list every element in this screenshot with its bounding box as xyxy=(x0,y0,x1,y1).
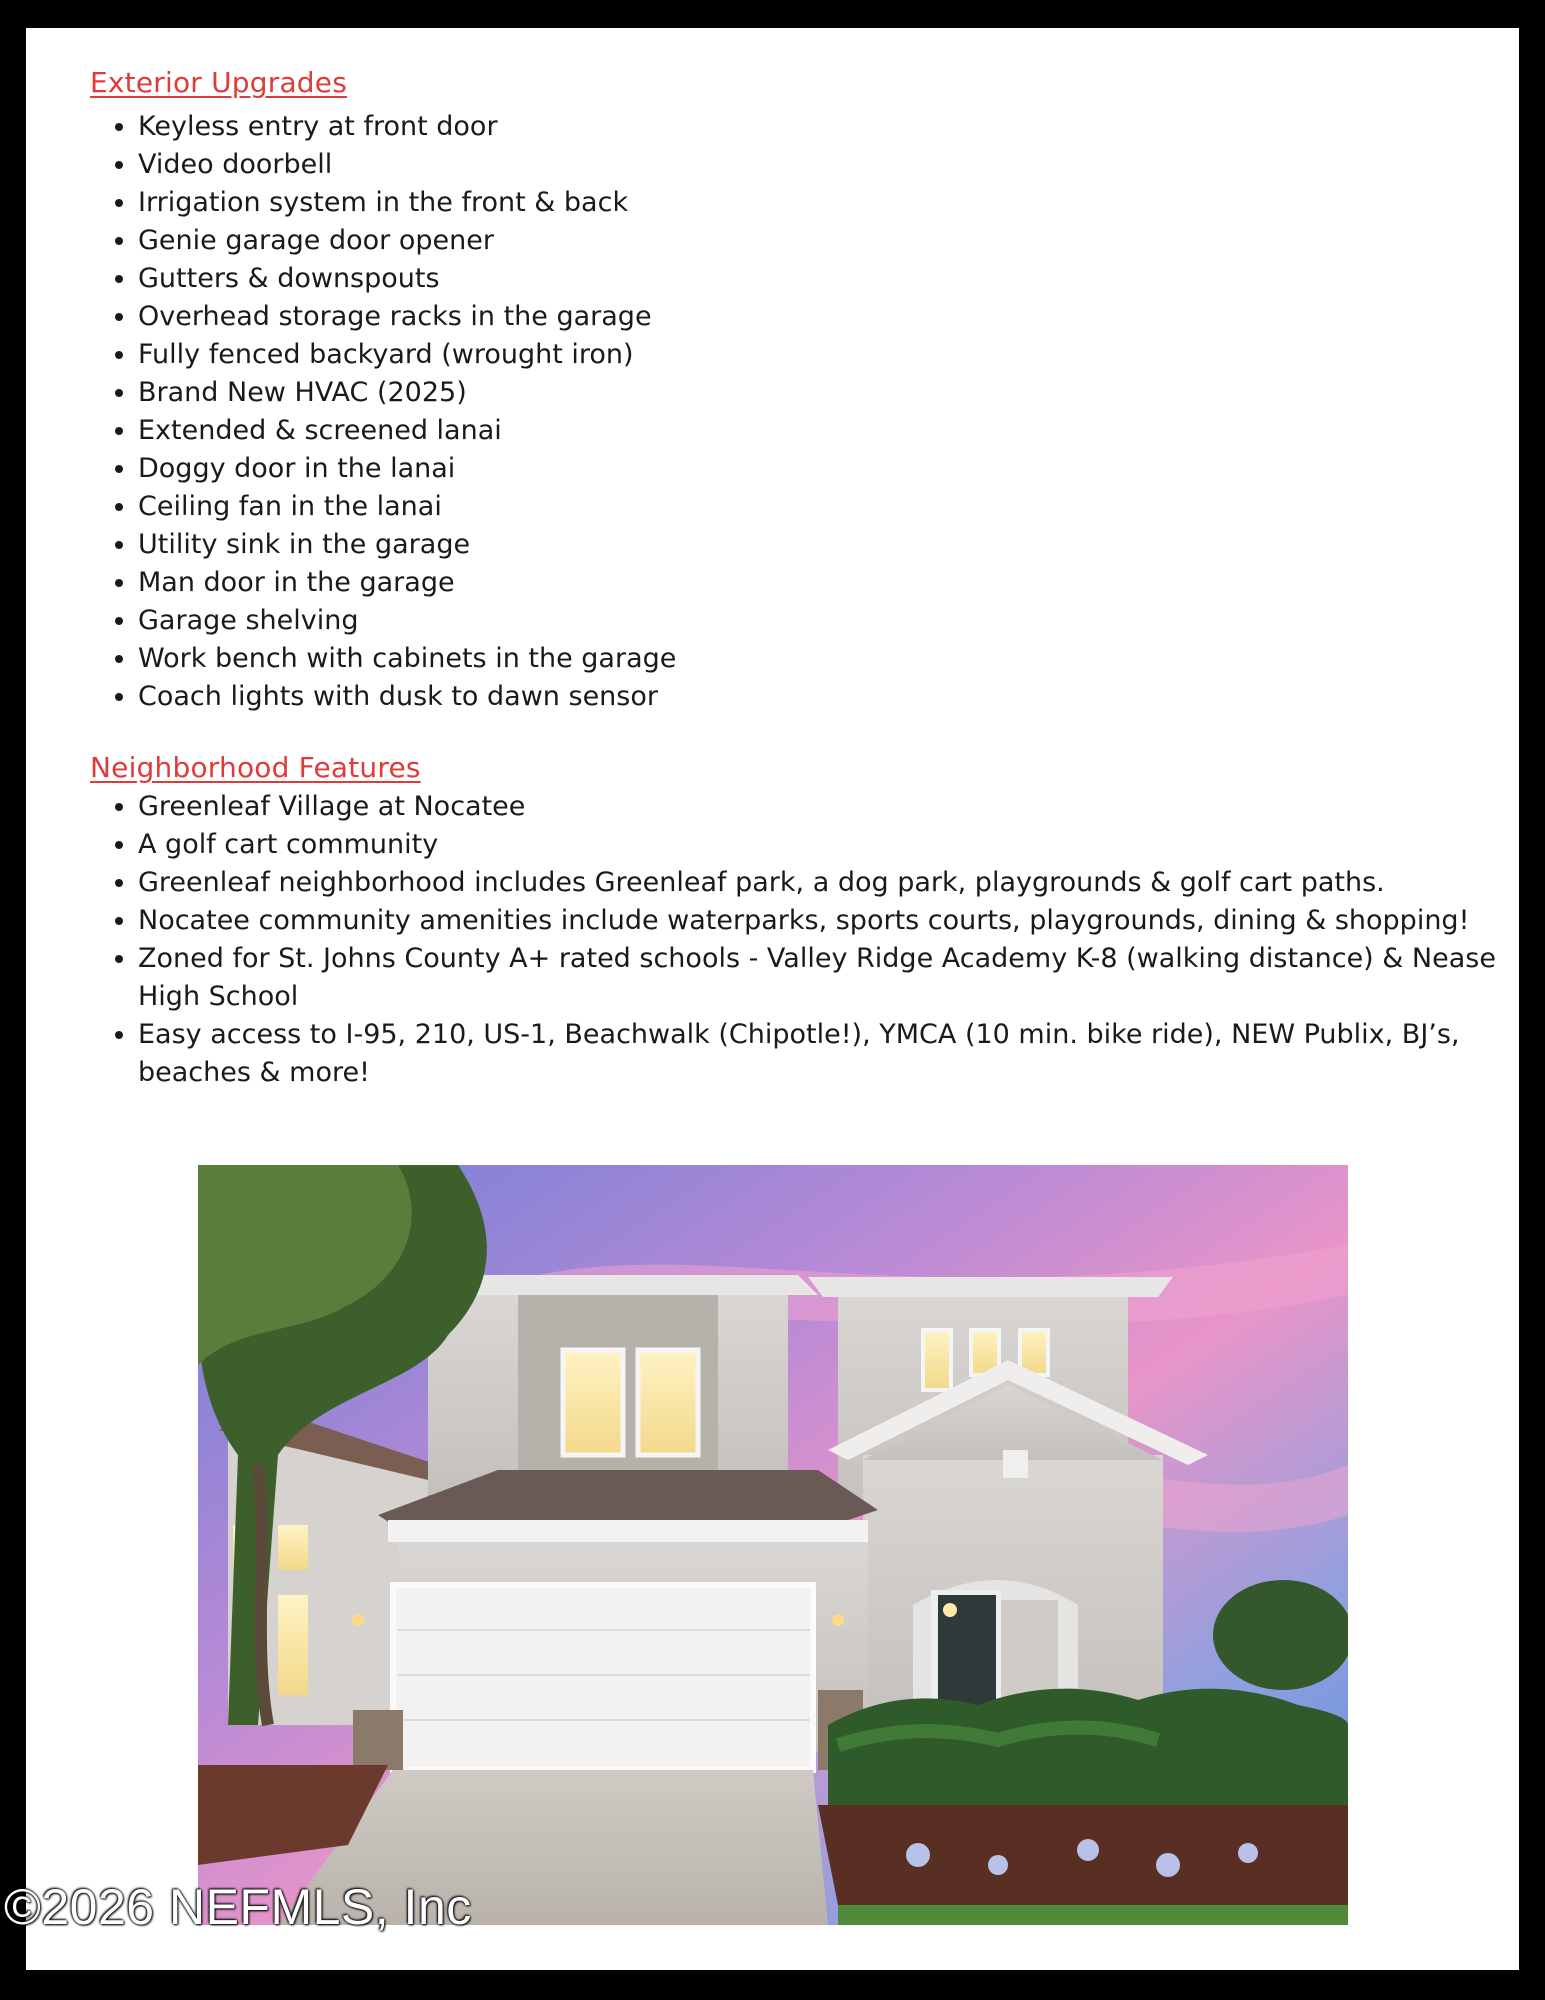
list-item: • Zoned for St. Johns County A+ rated schools - Valley Ridge Academy K-8 (walking distance) & Nease High School xyxy=(138,940,1508,1016)
exterior-upgrades-heading: Exterior Upgrades xyxy=(90,66,347,99)
list-item: • Overhead storage racks in the garage xyxy=(138,298,1508,336)
list-item: • Doggy door in the lanai xyxy=(138,450,1508,488)
house-exterior-photo xyxy=(198,1165,1348,1925)
list-item: • Fully fenced backyard (wrought iron) xyxy=(138,336,1508,374)
list-item: • Keyless entry at front door xyxy=(138,108,1508,146)
document-page xyxy=(26,28,1519,1970)
copyright-watermark: ©2026 NEFMLS, Inc xyxy=(4,1879,472,1935)
list-item: • A golf cart community xyxy=(138,826,1508,864)
list-item: • Video doorbell xyxy=(138,146,1508,184)
list-item: • Ceiling fan in the lanai xyxy=(138,488,1508,526)
list-item: • Genie garage door opener xyxy=(138,222,1508,260)
list-item: • Extended & screened lanai xyxy=(138,412,1508,450)
neighborhood-features-heading: Neighborhood Features xyxy=(90,751,421,784)
list-item: • Easy access to I-95, 210, US-1, Beachwalk (Chipotle!), YMCA (10 min. bike ride), NEW Publix, BJ’s, beaches & more! xyxy=(138,1016,1508,1092)
list-item: • Utility sink in the garage xyxy=(138,526,1508,564)
list-item: • Man door in the garage xyxy=(138,564,1508,602)
list-item: • Nocatee community amenities include waterparks, sports courts, playgrounds, dining & shopping! xyxy=(138,902,1508,940)
list-item: • Brand New HVAC (2025) xyxy=(138,374,1508,412)
list-item: • Gutters & downspouts xyxy=(138,260,1508,298)
list-item: • Work bench with cabinets in the garage xyxy=(138,640,1508,678)
list-item: • Garage shelving xyxy=(138,602,1508,640)
list-item: • Greenleaf Village at Nocatee xyxy=(138,788,1508,826)
exterior-upgrades-list xyxy=(90,108,1508,716)
list-item: • Irrigation system in the front & back xyxy=(138,184,1508,222)
list-item: • Greenleaf neighborhood includes Greenleaf park, a dog park, playgrounds & golf cart paths. xyxy=(138,864,1508,902)
neighborhood-features-list xyxy=(90,788,1508,1092)
list-item: • Coach lights with dusk to dawn sensor xyxy=(138,678,1508,716)
